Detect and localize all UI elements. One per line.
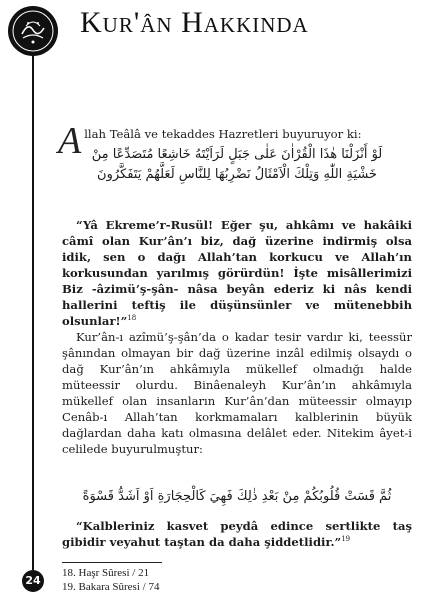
- calligraphy-emblem-icon: [8, 6, 58, 56]
- footnote-18: 18. Haşr Sûresi / 21: [62, 567, 150, 579]
- arabic-verse-1-line-1: لَوْ أَنْزَلْنَا هٰذَا الْقُرْاٰنَ عَلٰى جَبَلٍ لَرَاَيْتَهُ خَاشِعًا مُتَصَدِّعًا مِنْ: [91, 147, 383, 162]
- page-number: 24: [22, 570, 44, 592]
- footnote-divider: [62, 562, 162, 563]
- arabic-verse-2: [62, 487, 412, 507]
- quote-1: [62, 217, 412, 329]
- footnotes: [62, 566, 159, 594]
- intro-text: llah Teâlâ ve tekaddes Hazretleri buyuruyor ki:: [84, 127, 362, 141]
- margin-rule: [32, 56, 34, 570]
- arabic-verse-1-line-2: خَشْيَةِ اللّٰهِ وَتِلْكَ الْاَمْثَالُ نَضْرِبُهَا لِلنَّاسِ لَعَلَّهُمْ يَتَفَكَّرُونَ: [97, 167, 377, 182]
- quote-2-text: “Kalbleriniz kasvet peydâ edince sertlikte taş gibidir veyahut taştan da daha şiddetlidir.”: [62, 519, 412, 549]
- paragraph-1: Kur’ân-ı azîmü’ş-şân’da o kadar tesir vardır ki, teessür şânından olmayan bir dağ üzerine inzâl edilmiş olsaydı o dağ Kur’ân’ın ahkâmıyla mükellef olmadığı halde müteessir olurdu. Binâenaleyh Kur’ân’ın ahkâmıyla mükellef olan insanların Kur’ân’dan müteessir olmayıp Cenâb-ı Allah’tan korkmamaları kalblerinin büyük dağlardan daha katı olmasına delâlet eder. Nitekim âyet-i celilede buyurulmuştur:: [62, 330, 412, 456]
- footnote-ref-19: 19: [341, 535, 351, 544]
- footnote-ref-18: 18: [127, 314, 137, 323]
- arabic-verse-2-line-1: ثُمَّ قَسَتْ قُلُوبُكُمْ مِنْ بَعْدِ ذٰلِكَ فَهِيَ كَالْحِجَارَةِ اَوْ اَشَدُّ قَسْوَةً: [82, 489, 392, 504]
- quote-2: [62, 518, 412, 550]
- quote-1-text: “Yâ Ekreme’r-Rusül! Eğer şu, ahkâmı ve hakâiki câmî olan Kur’ân’ı biz, dağ üzerine indirmiş olsa idik, sen o dağı Allah’tan korkucu ve Allah’ın korkusundan yarılmış görürdün! İşte misâllerimizi Biz -âzimü’ş-şân- nâsa beyân ederiz ki nâs kendi hallerini teftiş ile düşünsünler ve mütenebbih olsunlar!”: [62, 218, 412, 328]
- arabic-verse-1: [62, 145, 412, 185]
- page-title: Kur'ân Hakkında: [80, 6, 309, 39]
- drop-cap: A: [58, 120, 82, 162]
- footnote-19: 19. Bakara Sûresi / 74: [62, 581, 160, 593]
